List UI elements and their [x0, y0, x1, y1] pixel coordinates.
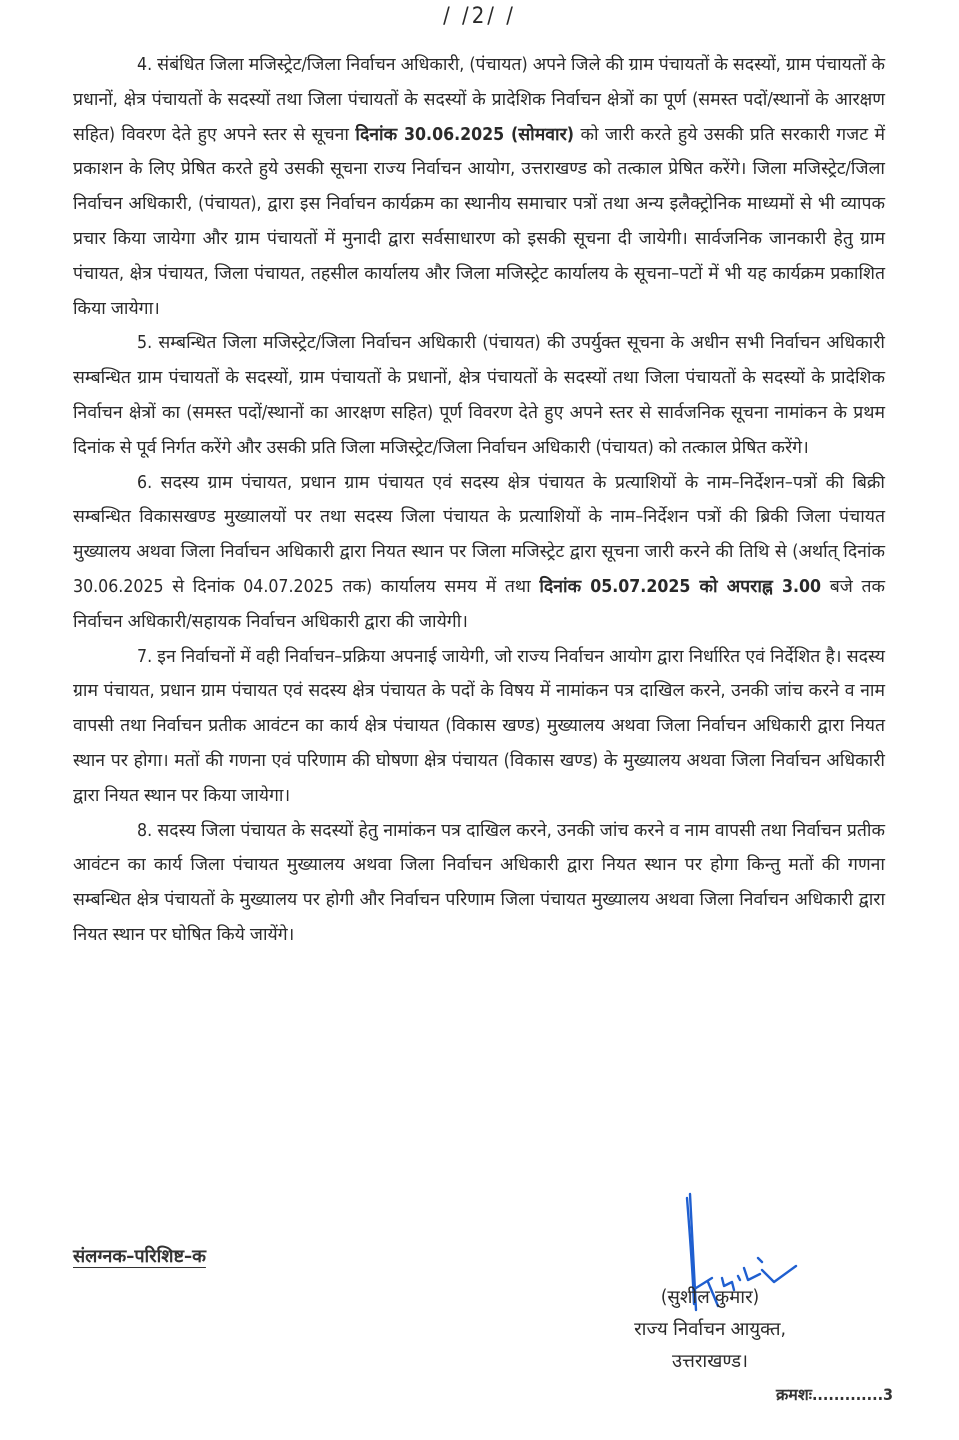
paragraph-5 [73, 326, 885, 465]
paragraph-text: बजे तक निर्वाचन अधिकारी/सहायक निर्वाचन अधिकारी द्वारा की जायेगी। [73, 576, 885, 632]
paragraph-text: इन निर्वाचनों में वही निर्वाचन–प्रक्रिया अपनाई जायेगी, जो राज्य निर्वाचन आयोग द्वारा निर्धारित एवं निर्देशित है। सदस्य ग्राम पंचायत, प्रधान ग्राम पंचायत एवं सदस्य क्षेत्र पंचायत के पदों के विषय में नामांकन पत्र दाखिल करने, उनकी जांच करने व नाम वापसी तथा निर्वाचन प्रतीक आवंटन का कार्य क्षेत्र पंचायत (विकास खण्ड) मुख्यालय अथवा जिला निर्वाचन अधिकारी द्वारा नियत स्थान पर होगा। मतों की गणना एवं परिणाम की घोषणा क्षेत्र पंचायत (विकास खण्ड) के मुख्यालय अथवा जिला निर्वाचन अधिकारी द्वारा नियत स्थान पर किया जायेगा। [73, 646, 885, 806]
continued-marker: क्रमशः.............3 [776, 1385, 894, 1404]
signatory-name: (सुशील कुमार) [660, 1287, 760, 1308]
paragraph-7 [73, 640, 885, 814]
paragraph-number: 4. [137, 55, 153, 75]
signatory-block [580, 1282, 840, 1378]
paragraph-text: संबंधित जिला मजिस्ट्रेट/जिला निर्वाचन अधिकारी, (पंचायत) अपने जिले की ग्राम पंचायतों के सदस्यों, ग्राम पंचायतों के प्रधानों, क्षेत्र पंचायतों के सदस्यों तथा जिला पंचायतों के सदस्यों के प्रादेशिक निर्वाचन क्षेत्रों का पूर्ण (समस्त पदों/स्थानों के आरक्षण सहित) विवरण देते हुए अपने स्तर से सूचना [73, 55, 885, 145]
document-body [73, 48, 885, 953]
page-number: / /2/ / [443, 4, 516, 29]
paragraph-8 [73, 814, 885, 953]
bold-date: दिनांक 30.06.2025 (सोमवार) [355, 124, 575, 145]
paragraph-number: 7. [137, 646, 153, 667]
paragraph-text: सदस्य जिला पंचायत के सदस्यों हेतु नामांकन पत्र दाखिल करने, उनकी जांच करने व नाम वापसी तथा निर्वाचन प्रतीक आवंटन का कार्य जिला पंचायत मुख्यालय अथवा जिला निर्वाचन अधिकारी द्वारा नियत स्थान पर होगा किन्तु मतों की गणना सम्बन्धित क्षेत्र पंचायतों के मुख्यालय पर होगी और निर्वाचन परिणाम जिला पंचायत मुख्यालय अथवा जिला निर्वाचन अधिकारी द्वारा नियत स्थान पर घोषित किये जायेंगे। [73, 820, 885, 945]
paragraph-number: 6. [137, 472, 153, 493]
bold-deadline: दिनांक 05.07.2025 को अपराह्न 3.00 [539, 576, 822, 597]
paragraph-text: सम्बन्धित जिला मजिस्ट्रेट/जिला निर्वाचन अधिकारी (पंचायत) की उपर्युक्त सूचना के अधीन सभी निर्वाचन अधिकारी सम्बन्धित ग्राम पंचायतों के सदस्यों, ग्राम पंचायतों के प्रधानों, क्षेत्र पंचायतों के सदस्यों तथा जिला पंचायतों के सदस्यों के प्रादेशिक निर्वाचन क्षेत्रों का (समस्त पदों/स्थानों का आरक्षण सहित) पूर्ण विवरण देते हुए अपने स्तर से सार्वजनिक सूचना नामांकन के प्रथम दिनांक से पूर्व निर्गत करेंगे और उसकी प्रति जिला मजिस्ट्रेट/जिला निर्वाचन अधिकारी (पंचायत) को तत्काल प्रेषित करेंगे। [73, 333, 885, 458]
paragraph-number: 8. [137, 820, 153, 841]
signatory-state: उत्तराखण्ड। [671, 1351, 749, 1372]
paragraph-number: 5. [137, 333, 153, 354]
paragraph-4 [73, 48, 885, 326]
paragraph-text: को जारी करते हुये उसकी प्रति सरकारी गजट में प्रकाशन के लिए प्रेषित करते हुये उसकी सूचना राज्य निर्वाचन आयोग, उत्तराखण्ड को तत्काल प्रेषित करेंगे। जिला मजिस्ट्रेट/जिला निर्वाचन अधिकारी, (पंचायत), द्वारा इस निर्वाचन कार्यक्रम का स्थानीय समाचार पत्रों तथा अन्य इलैक्ट्रोनिक माध्यमों से भी व्यापक प्रचार किया जायेगा और ग्राम पंचायतों में मुनादी द्वारा सर्वसाधारण को इसकी सूचना दी जायेगी। सार्वजनिक जानकारी हेतु ग्राम पंचायत, क्षेत्र पंचायत, जिला पंचायत, तहसील कार्यालय और जिला मजिस्ट्रेट कार्यालय के सूचना–पटों में भी यह कार्यक्रम प्रकाशित किया जायेगा। [73, 124, 886, 319]
annexure-label: संलग्नक–परिशिष्ट–क [73, 1246, 206, 1267]
paragraph-text: सदस्य ग्राम पंचायत, प्रधान ग्राम पंचायत एवं सदस्य क्षेत्र पंचायत के प्रत्याशियों के नाम–निर्देशन–पत्रों की बिक्री सम्बन्धित विकासखण्ड मुख्यालयों पर तथा सदस्य जिला पंचायत के प्रत्याशियों के नाम–निर्देशन पत्रों की ब्रिकी जिला पंचायत मुख्यालय अथवा जिला निर्वाचन अधिकारी द्वारा नियत स्थान पर जिला मजिस्ट्रेट द्वारा सूचना जारी करने की तिथि से (अर्थात् दिनांक 30.06.2025 से दिनांक 04.07.2025 तक) कार्यालय समय में तथा [73, 472, 885, 597]
signatory-designation: राज्य निर्वाचन आयुक्त, [634, 1319, 786, 1340]
paragraph-6 [73, 466, 885, 640]
